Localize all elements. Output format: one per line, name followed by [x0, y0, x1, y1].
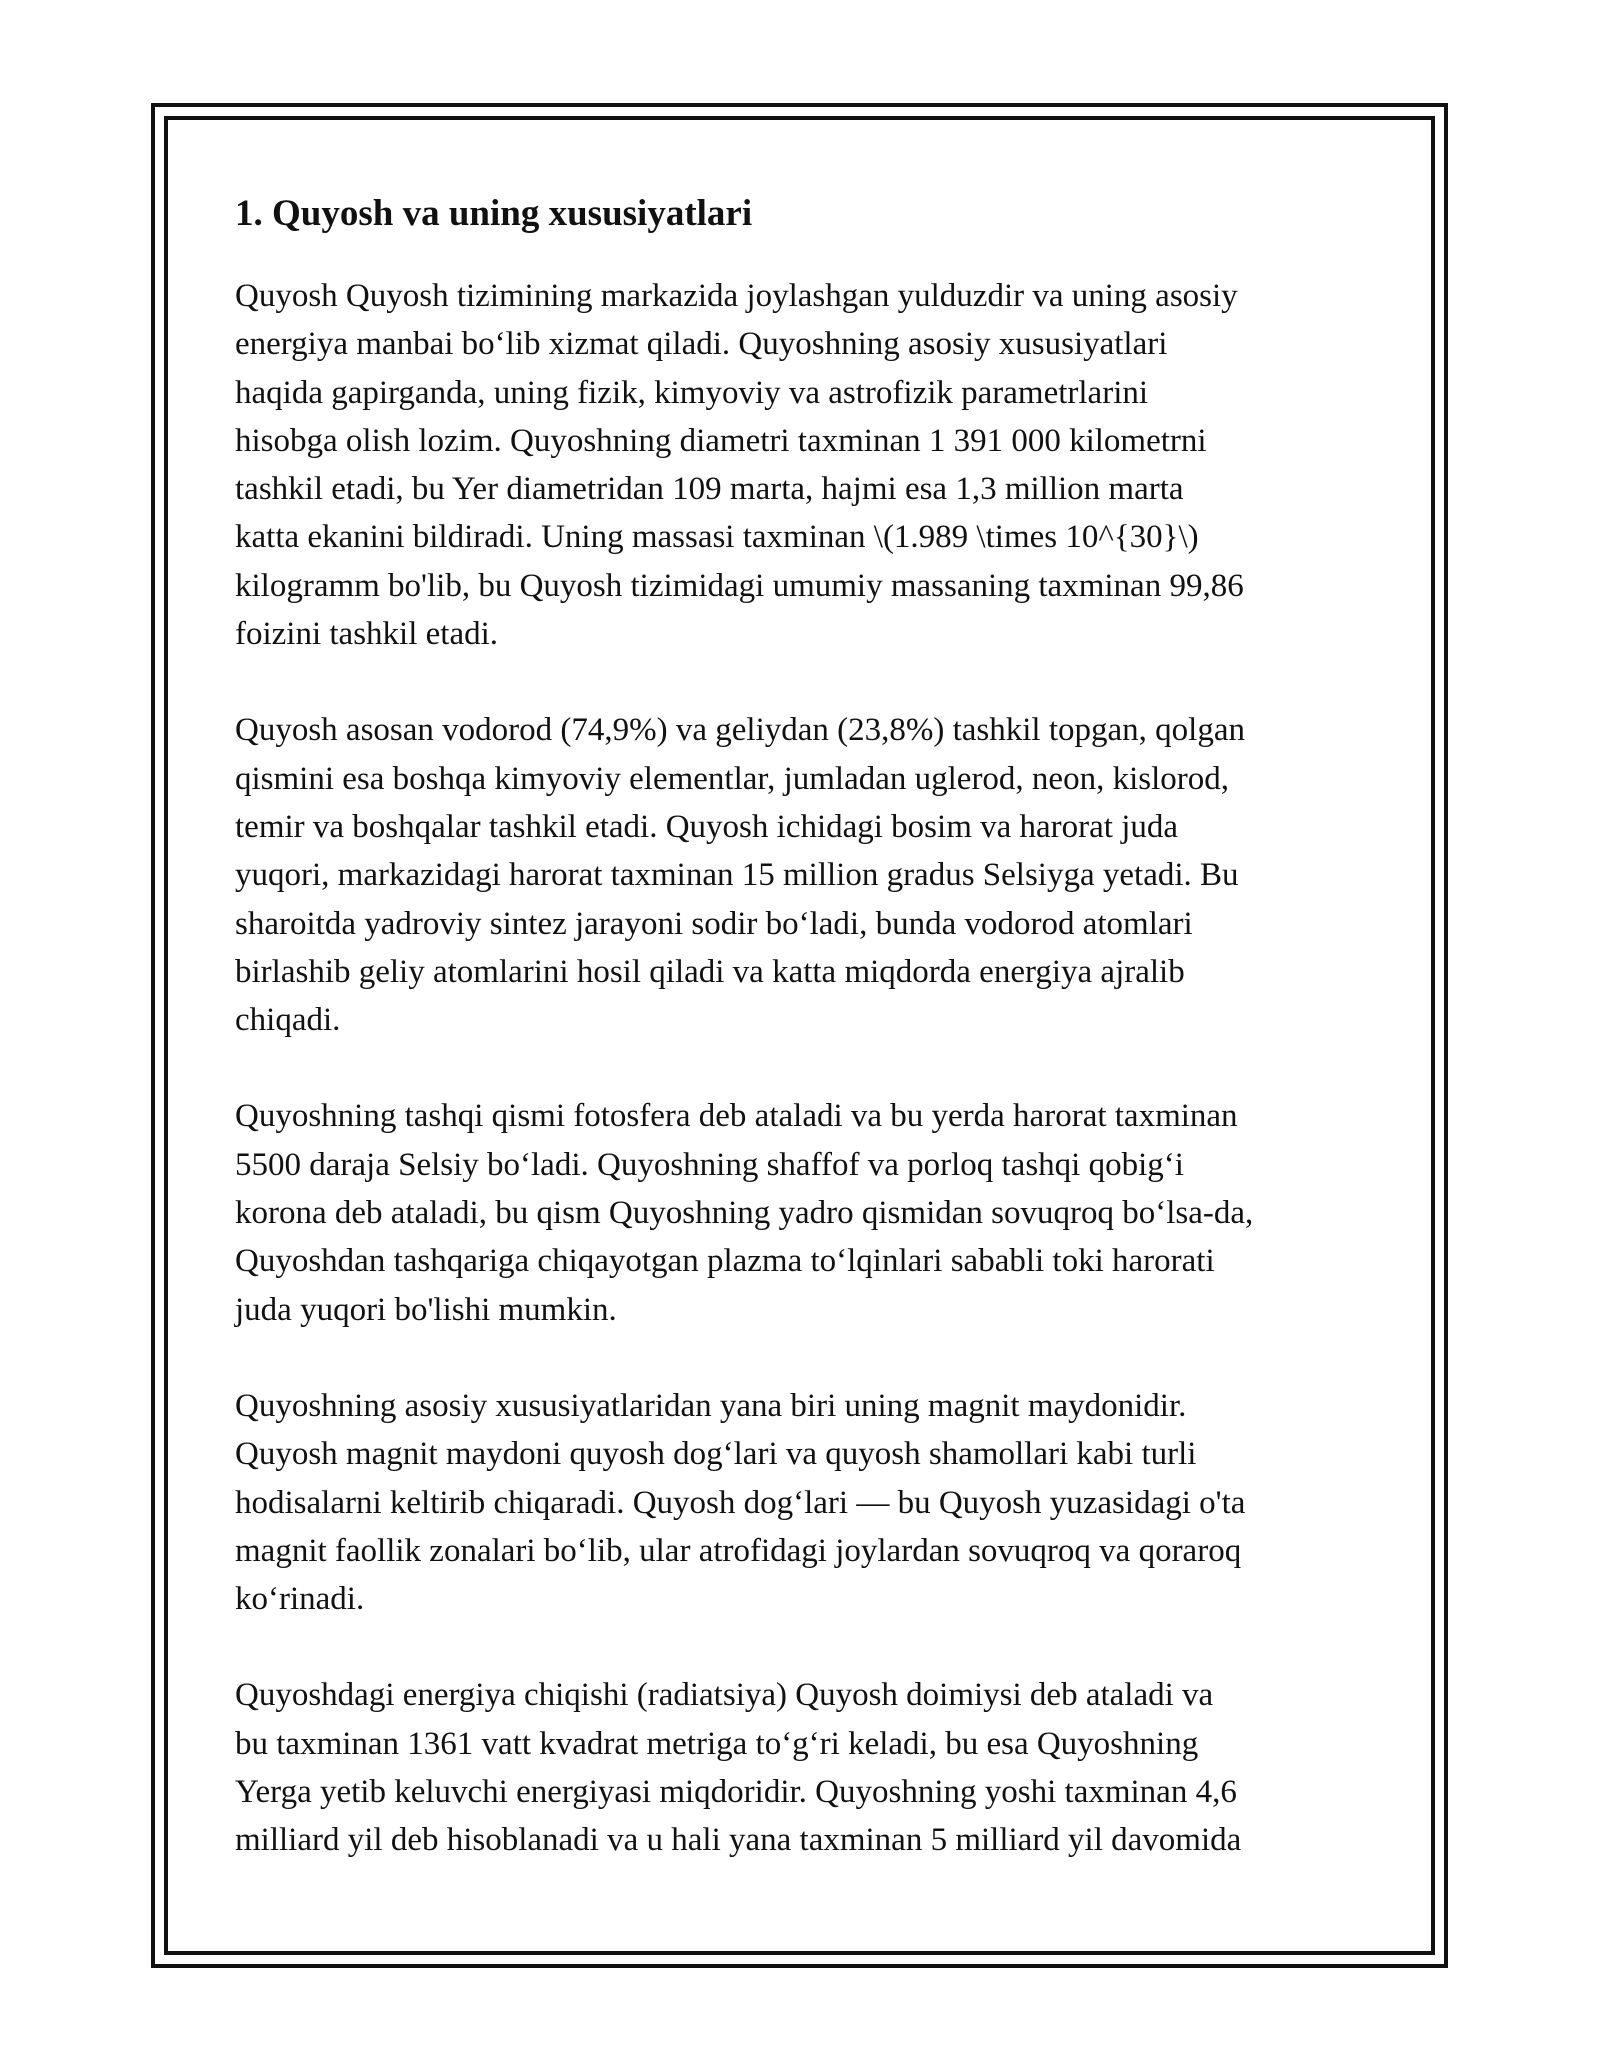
paragraph-magnetic-field: Quyoshning asosiy xususiyatlaridan yana biri uning magnit maydonidir. Quyosh magnit maydoni quyosh dog‘lari va quyosh shamollari kabi turli hodisalarni keltirib chiqaradi. Quyosh dog‘lari — bu Quyosh yuzasidagi o'ta magnit faollik zonalari bo‘lib, ular atrofidagi joylardan sovuqroq va qoraroq ko‘rinadi. [235, 1387, 1246, 1618]
document-content [235, 186, 1375, 1913]
paragraph-composition: Quyosh asosan vodorod (74,9%) va geliydan (23,8%) tashkil topgan, qolgan qismini esa boshqa kimyoviy elementlar, jumladan uglerod, neon, kislorod, temir va boshqalar tashkil etadi. Quyosh ichidagi bosim va harorat juda yuqori, markazidagi harorat taxminan 15 million gradus Selsiyga yetadi. Bu sharoitda yadroviy sintez jarayoni sodir bo‘ladi, bunda vodorod atomlari birlashib geliy atomlarini hosil qiladi va katta miqdorda energiya ajralib chiqadi. [235, 712, 1245, 1039]
paragraph-photosphere-corona: Quyoshning tashqi qismi fotosfera deb ataladi va bu yerda harorat taxminan 5500 daraja Selsiy bo‘ladi. Quyoshning shaffof va porloq tashqi qobig‘i korona deb ataladi, bu qism Quyoshning yadro qismidan sovuqroq bo‘lsa-da, Quyoshdan tashqariga chiqayotgan plazma to‘lqinlari sababli toki harorati juda yuqori bo'lishi mumkin. [235, 1098, 1254, 1328]
section-heading: 1. Quyosh va uning xususiyatlari [235, 193, 753, 234]
paragraph-solar-constant: Quyoshdagi energiya chiqishi (radiatsiya) Quyosh doimiysi deb ataladi va bu taxminan 1361 vatt kvadrat metriga to‘g‘ri keladi, bu esa Quyoshning Yerga yetib keluvchi energiyasi miqdoridir. Quyoshning yoshi taxminan 4,6 milliard yil deb hisoblanadi va u hali yana taxminan 5 milliard yil davomida [235, 1677, 1242, 1859]
paragraph-diameter-mass: Quyosh Quyosh tizimining markazida joylashgan yulduzdir va uning asosiy energiya manbai bo‘lib xizmat qiladi. Quyoshning asosiy xususiyatlari haqida gapirganda, uning fizik, kimyoviy va astrofizik parametrlarini hisobga olish lozim. Quyoshning diametri taxminan 1 391 000 kilometrni tashkil etadi, bu Yer diametridan 109 marta, hajmi esa 1,3 million marta katta ekanini bildiradi. Uning massasi taxminan \(1.989 \times 10^{30}\) kilogramm bo'lib, bu Quyosh tizimidagi umumiy massaning taxminan 99,86 foizini tashkil etadi. [235, 278, 1244, 653]
